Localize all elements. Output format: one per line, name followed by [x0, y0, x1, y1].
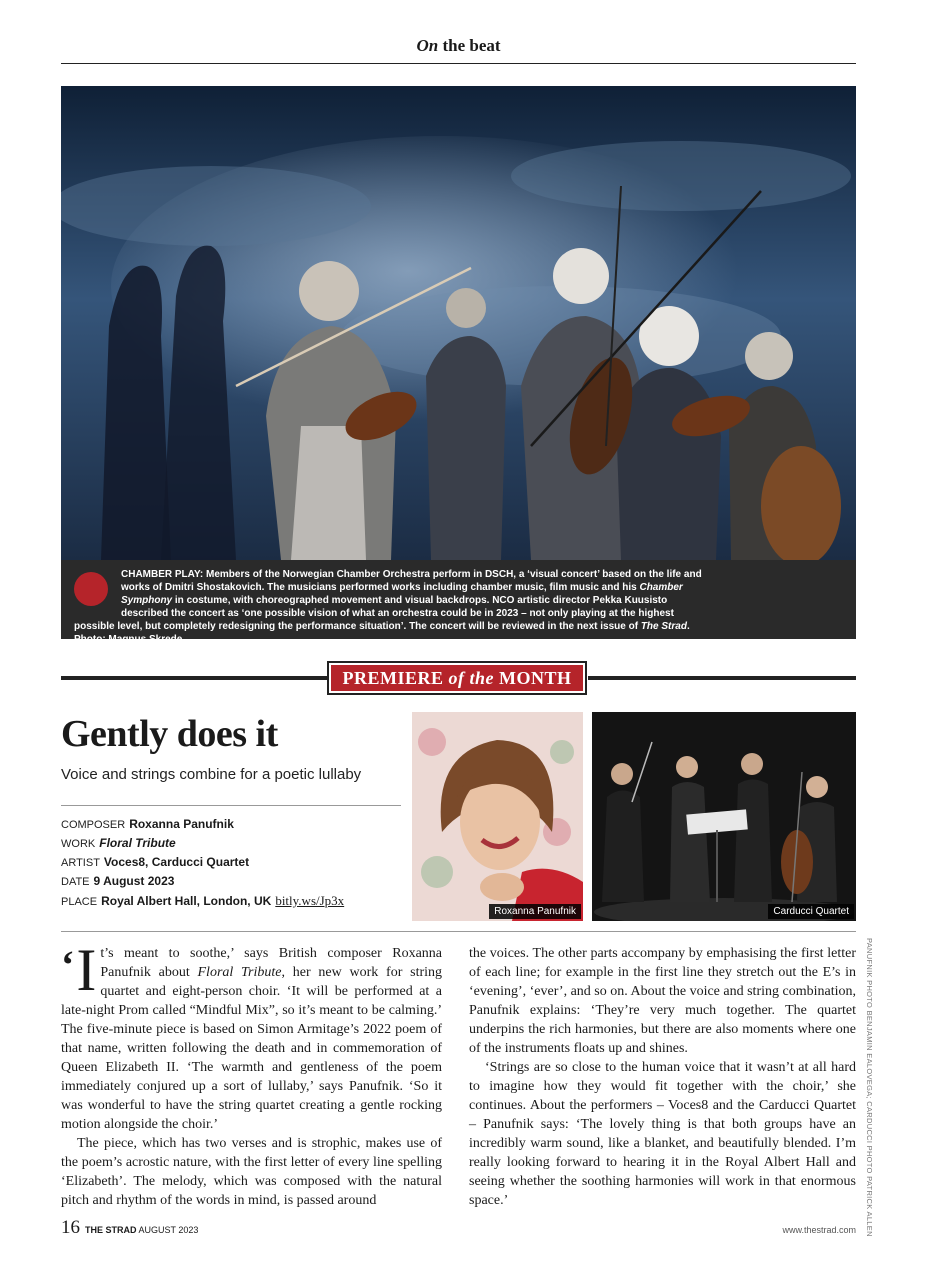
caption-text-1: CHAMBER PLAY: Members of the Norwegian Chamber Orchestra perform in DSCH, a ‘visual concert’ based on the life and works of Dmitri Shostakovich. The musicians performed works including chamber music, film music and his [121, 569, 702, 593]
banner-word-3: MONTH [499, 668, 572, 688]
photo-caption-quartet: Carducci Quartet [768, 904, 854, 919]
photo-caption [61, 560, 856, 645]
body-divider [61, 931, 856, 932]
hero-photo [61, 86, 856, 560]
page-number: 16 [61, 1217, 80, 1238]
meta-label: WORK [61, 838, 96, 850]
meta-value: Royal Albert Hall, London, UK [101, 894, 272, 908]
caption-text-3: in costume, with choreographed movement and visual backdrops. NCO artistic director Pekka Kuusisto described the concert as ‘one possible vision of what an orchestra could be in 2023 – not only playing at the highest possible level, but completely redesigning the performance situation’. The concert will be reviewed in the next issue of [74, 595, 674, 632]
article-paragraph: The piece, which has two verses and is strophic, makes use of the poem’s acrostic nature, with the first letter of every line spelling ‘Elizabeth’. The melody, which was composed with the natural pitch and rhythm of the words in mind, is passed around [61, 1136, 442, 1208]
paragraph-1a: t’s meant to soothe,’ says British composer Roxanna Panufnik about [100, 946, 442, 980]
caption-text-2: Chamber Symphony [121, 582, 683, 606]
opening-quote-mark: ‘ [61, 942, 75, 987]
header-divider [61, 63, 856, 64]
banner-word-1: PREMIERE [342, 668, 444, 688]
banner-rule-left [61, 676, 327, 680]
quartet-photo [592, 712, 856, 921]
article-column-2 [469, 944, 856, 1210]
meta-label: COMPOSER [61, 819, 126, 831]
meta-value: Voces8, Carducci Quartet [103, 855, 250, 869]
meta-row-artist [61, 853, 344, 872]
article-paragraph: the voices. The other parts accompany by emphasising the first letter of each line; for example in the first line they stretch out the E’s in ‘evening’, ‘ever’, and so on. About the voice and string combination, Panufnik explains: ‘They’re very much together. The quartet underpins the rich harmonies, but there are also moments where one of the instruments floats up and shines. [469, 946, 856, 1056]
article-title: Gently does it [61, 713, 278, 755]
meta-label: ARTIST [61, 857, 100, 869]
section-banner [327, 661, 587, 695]
meta-row-date [61, 872, 344, 891]
quartet-photo-illustration [592, 712, 856, 921]
header-rest: the beat [442, 36, 501, 55]
issue-date: AUGUST 2023 [138, 1225, 199, 1235]
running-header [61, 36, 856, 56]
meta-value: Roxanna Panufnik [129, 817, 234, 831]
meta-row-place [61, 891, 344, 910]
meta-label: DATE [61, 876, 90, 888]
hero-photo-illustration [61, 86, 856, 560]
meta-row-composer [61, 815, 344, 834]
meta-divider [61, 805, 401, 806]
banner-rule-right [588, 676, 856, 680]
caption-text [74, 568, 714, 646]
composer-photo-illustration [412, 712, 583, 921]
paragraph-1b: Floral Tribute [197, 965, 282, 980]
footer-magazine [85, 1225, 198, 1235]
article-subtitle: Voice and strings combine for a poetic lullaby [61, 766, 362, 783]
article-column-1 [61, 937, 443, 1210]
premiere-details [61, 815, 344, 910]
drop-cap: I [76, 937, 97, 1003]
article-paragraph: ‘Strings are so close to the human voice that it wasn’t at all hard to imagine how they would fit together with the choir,’ she continues. About the performers – Voces8 and the Carducci Quartet – Panufnik says: ‘The lovely thing is that both groups have an incredibly warm sound, like a blanket, and beautifully blended. I’m really looking forward to hearing it in the Royal Albert Hall and seeing whether the soothing harmonies will work in that enormous space.’ [469, 1060, 856, 1208]
banner-word-2: of the [448, 668, 494, 688]
magazine-name: THE STRAD [85, 1225, 137, 1235]
photo-credit-vertical [862, 938, 874, 1237]
footer-url[interactable]: www.thestrad.com [782, 1225, 856, 1235]
photo-credit-text: PANUFNIK PHOTO BENJAMIN EALOVEGA; CARDUCCI PHOTO PATRICK ALLEN [865, 938, 874, 1237]
meta-value: 9 August 2023 [93, 874, 175, 888]
composer-photo [412, 712, 583, 921]
caption-text-5: . Photo: Magnus Skrede [74, 621, 690, 645]
article-paragraph [61, 937, 443, 1134]
photo-caption-composer: Roxanna Panufnik [489, 904, 581, 919]
paragraph-1c: , her new work for string quartet and eight-person choir. ‘It will be performed at a late-night Prom called “Mindful Mix”, so it’s meant to be calming.’ The five-minute piece is based on Simon Armitage’s 2022 poem of that name, written following the death and in commemoration of Queen Elizabeth II. ‘The warmth and gentleness of the poem immediately conjured up a sort of lullaby,’ says Panufnik. ‘So it was wonderful to have the string quartet creating a gentle rocking motion alongside the choir.’ [61, 965, 443, 1132]
meta-label: PLACE [61, 896, 98, 908]
header-on: On [416, 36, 439, 55]
caption-text-4: The Strad [640, 621, 687, 632]
event-link[interactable]: bitly.ws/Jp3x [275, 893, 345, 908]
meta-value: Floral Tribute [99, 836, 176, 850]
meta-row-work [61, 834, 344, 853]
